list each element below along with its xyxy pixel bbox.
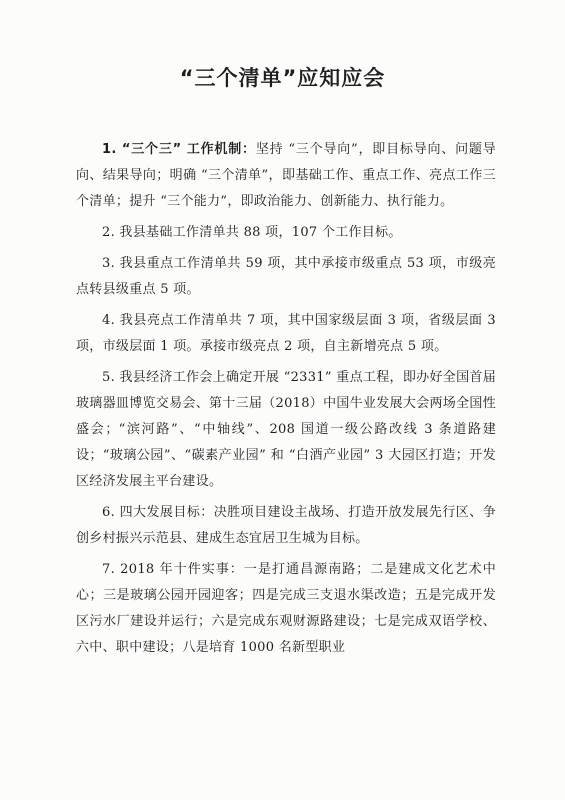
paragraph-lead: 1. “三个三” 工作机制： bbox=[102, 142, 256, 157]
document-title: “三个清单”应知应会 bbox=[179, 66, 386, 90]
document-body bbox=[76, 137, 496, 666]
paragraph-text: 6. 四大发展目标：决胜项目建设主战场、打造开放发展先行区、争创乡村振兴示范县、建成生态宜居卫生城为目标。 bbox=[76, 505, 496, 546]
paragraph-text: 5. 我县经济工作会上确定开展 “2331” 重点工程，即办好全国首届玻璃器皿博览交易会、第十三届（2018）中国牛业发展大会两场全国性盛会；“滨河路”、“中轴线”、208 国道一级公路改线 3 条道路建设；“玻璃公园”、“碳素产业园” 和 “白酒产业园” 3 大园区打造；开发区经济发展主平台建设。 bbox=[76, 370, 496, 489]
paragraph-7 bbox=[76, 557, 496, 661]
paragraph-3 bbox=[76, 251, 496, 303]
paragraph-5 bbox=[76, 365, 496, 495]
paragraph-text: 坚持 “三个导向”，即目标导向、问题导向、结果导向；明确 “三个清单”，即基础工作、重点工作、亮点工作三个清单；提升 “三个能力”，即政治能力、创新能力、执行能力。 bbox=[76, 142, 496, 209]
paragraph-text: 2. 我县基础工作清单共 88 项，107 个工作目标。 bbox=[102, 225, 402, 240]
paragraph-2 bbox=[76, 220, 496, 246]
paragraph-text: 7. 2018 年十件实事：一是打通昌源南路；二是建成文化艺术中心；三是玻璃公园开园迎客；四是完成三支退水渠改造；五是完成开发区污水厂建设并运行；六是完成东观财源路建设；七是完成双语学校、六中、职中建设；八是培育 1000 名新型职业 bbox=[76, 562, 496, 655]
paragraph-text: 3. 我县重点工作清单共 59 项，其中承接市级重点 53 项，市级亮点转县级重点 5 项。 bbox=[76, 256, 496, 297]
paragraph-4 bbox=[76, 308, 496, 360]
paragraph-6 bbox=[76, 500, 496, 552]
paragraph-text: 4. 我县亮点工作清单共 7 项，其中国家级层面 3 项，省级层面 3 项，市级层面 1 项。承接市级亮点 2 项，自主新增亮点 5 项。 bbox=[76, 313, 496, 354]
paragraph-1 bbox=[76, 137, 496, 215]
